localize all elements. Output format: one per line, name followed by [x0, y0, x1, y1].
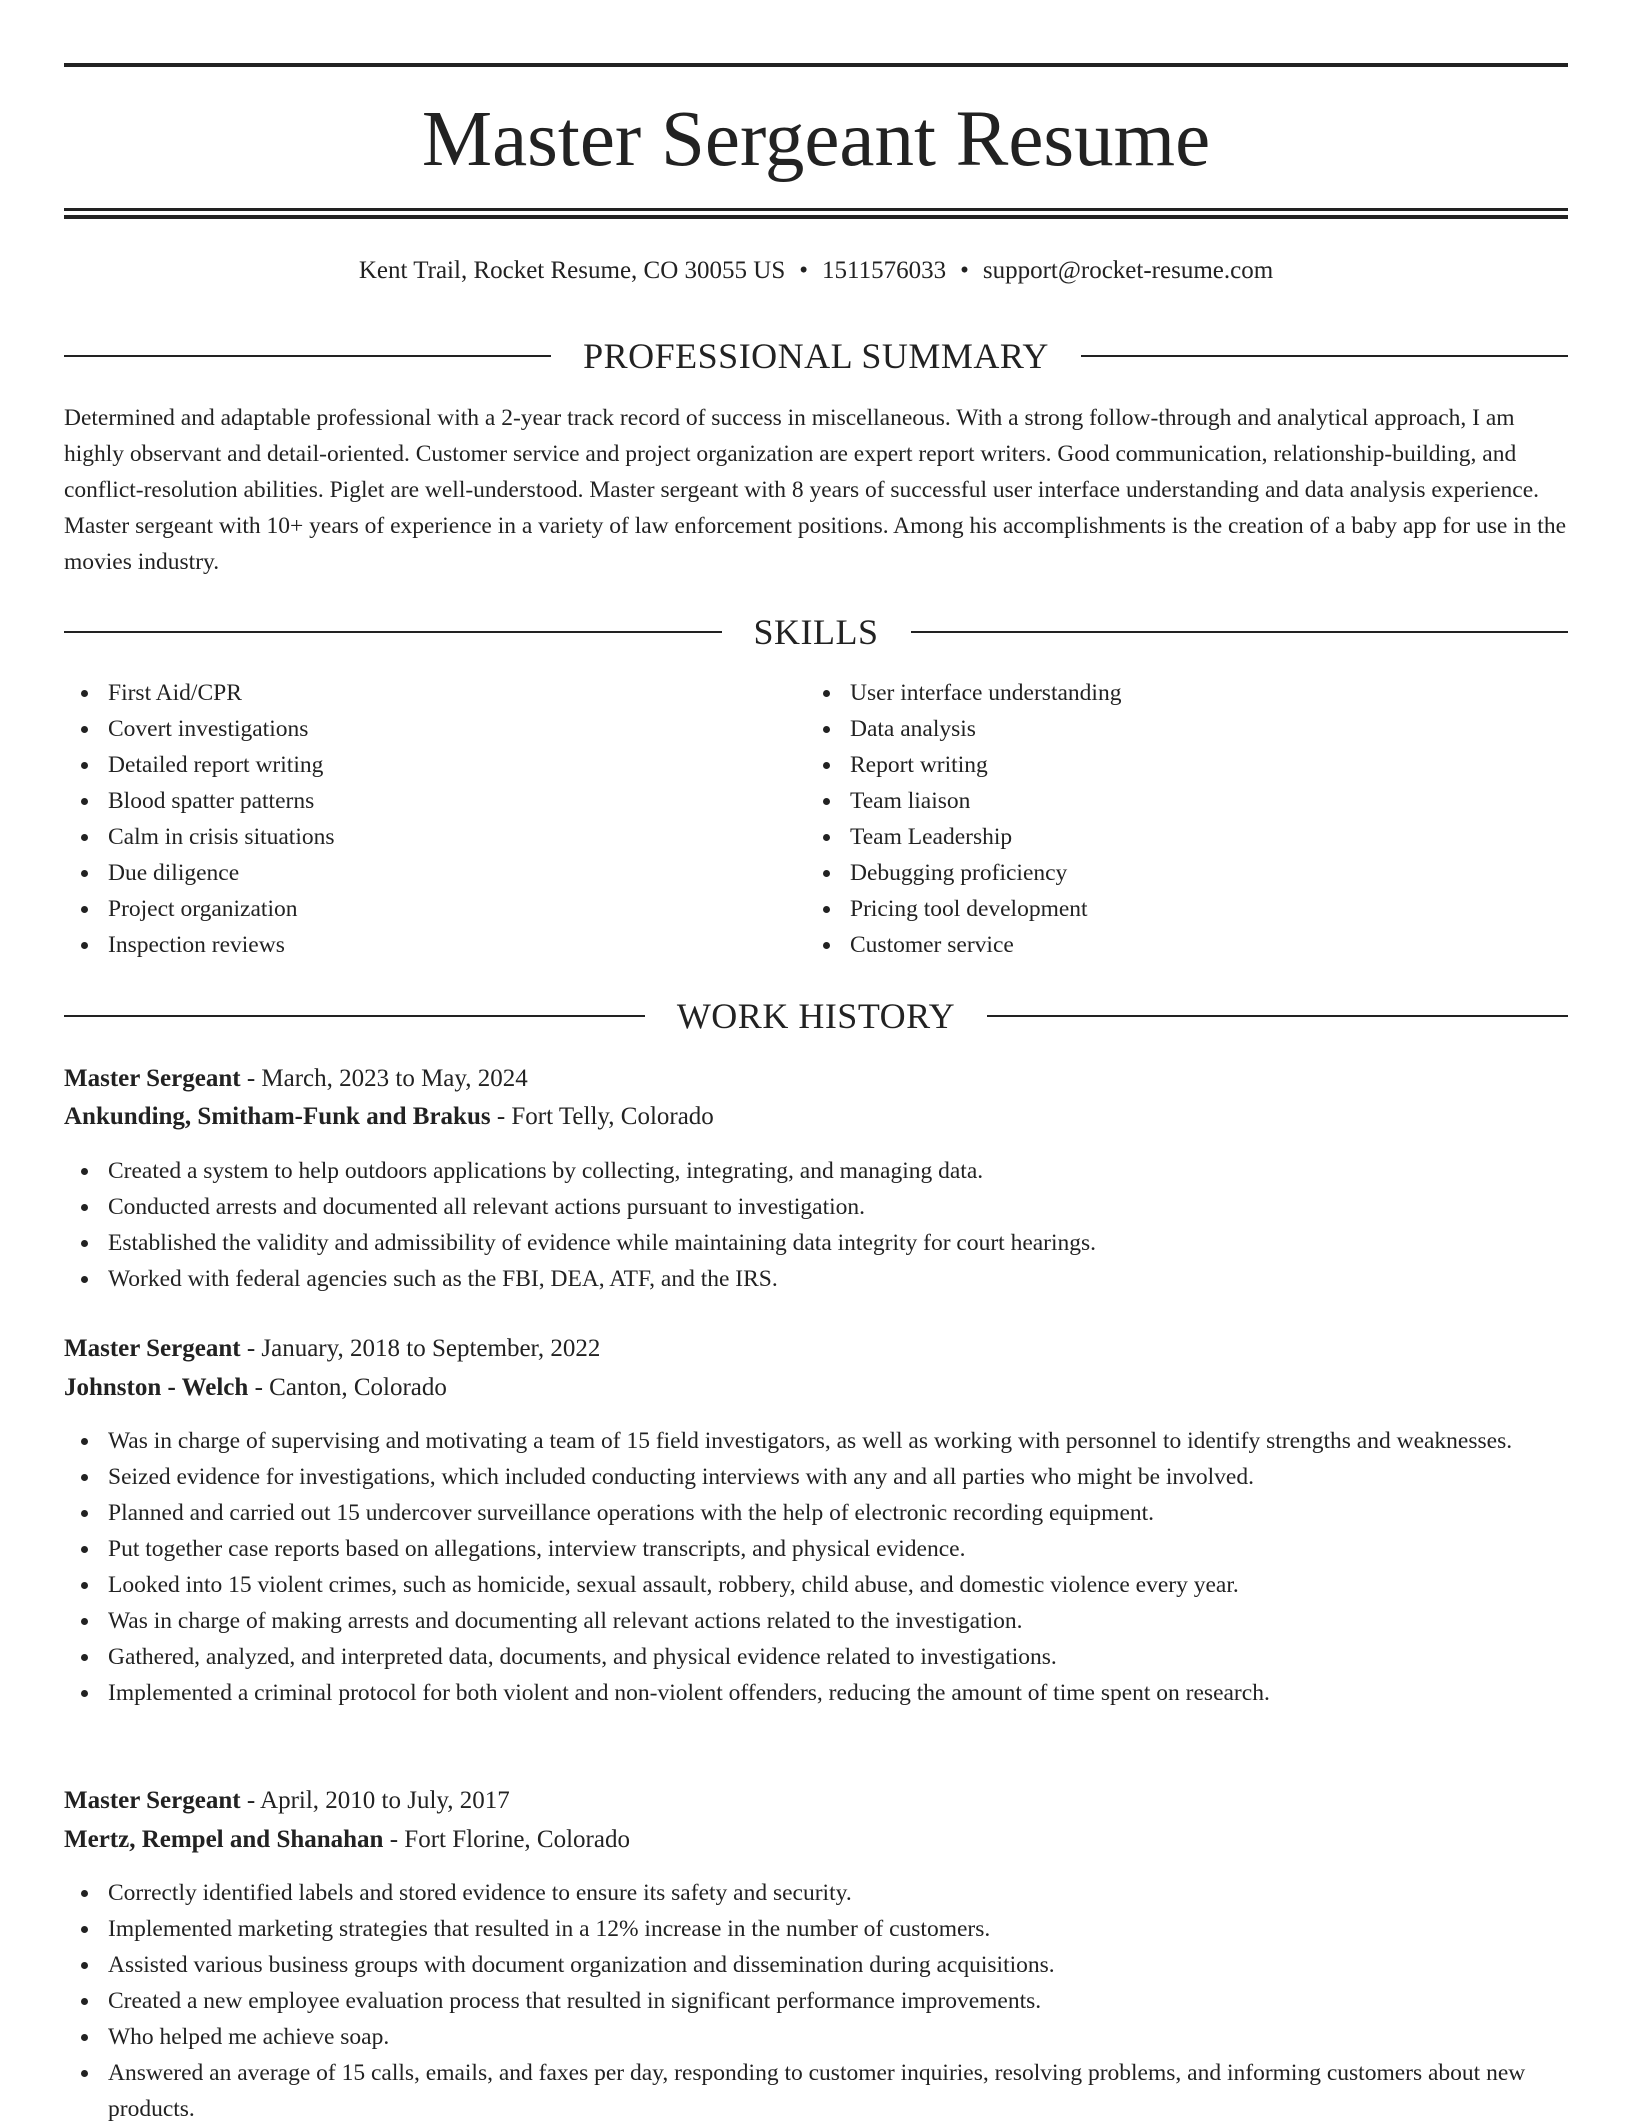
skill-item: Project organization — [64, 891, 764, 927]
skills-list-left — [64, 675, 764, 963]
job-title: Master Sergeant — [64, 1065, 241, 1092]
skill-item: Debugging proficiency — [806, 855, 1506, 891]
job-bullet: Answered an average of 15 calls, emails, and faxes per day, responding to customer inquiries, resolving problems, and informing customers about new products. — [64, 2055, 1568, 2127]
skill-item: Pricing tool development — [806, 891, 1506, 927]
job-company-line — [64, 1099, 1568, 1135]
title-rule-lower — [64, 215, 1568, 219]
skill-item: Blood spatter patterns — [64, 783, 764, 819]
heading-rule-left — [64, 631, 722, 633]
job-bullets — [64, 1423, 1568, 1711]
skills-heading-text: SKILLS — [753, 612, 879, 652]
job-bullet: Assisted various business groups with document organization and dissemination during acquisitions. — [64, 1947, 1568, 1983]
skill-item: Due diligence — [64, 855, 764, 891]
summary-heading — [64, 336, 1568, 376]
skill-item: User interface understanding — [806, 675, 1506, 711]
job-bullet: Was in charge of making arrests and documenting all relevant actions related to the investigation. — [64, 1603, 1568, 1639]
job-bullet: Conducted arrests and documented all relevant actions pursuant to investigation. — [64, 1189, 1568, 1225]
job-bullet: Established the validity and admissibility of evidence while maintaining data integrity for court hearings. — [64, 1225, 1568, 1261]
job-bullet: Put together case reports based on allegations, interview transcripts, and physical evidence. — [64, 1531, 1568, 1567]
skill-item: First Aid/CPR — [64, 675, 764, 711]
heading-rule-right — [911, 631, 1569, 633]
contact-separator: • — [960, 257, 969, 284]
title-rule-upper — [64, 208, 1568, 211]
job-location: - Fort Florine, Colorado — [383, 1826, 630, 1853]
skill-item: Report writing — [806, 747, 1506, 783]
job-bullet: Looked into 15 violent crimes, such as homicide, sexual assault, robbery, child abuse, and domestic violence every year. — [64, 1567, 1568, 1603]
contact-phone: 1511576033 — [822, 257, 947, 284]
job-bullets — [64, 1875, 1568, 2127]
work-history-heading-text: WORK HISTORY — [676, 996, 956, 1036]
job-title: Master Sergeant — [64, 1335, 241, 1362]
job-location: - Fort Telly, Colorado — [490, 1103, 714, 1130]
heading-rule-right — [987, 1015, 1568, 1017]
job-dates: - April, 2010 to July, 2017 — [240, 1787, 510, 1814]
skill-item: Customer service — [806, 927, 1506, 963]
heading-rule-left — [64, 1015, 645, 1017]
job-title-line — [64, 1331, 1568, 1367]
work-history-heading — [64, 996, 1568, 1036]
top-rule — [64, 63, 1568, 67]
job-dates: - January, 2018 to September, 2022 — [240, 1335, 601, 1362]
contact-line — [64, 254, 1568, 288]
heading-rule-right — [1081, 355, 1568, 357]
job-bullet: Created a new employee evaluation process that resulted in significant performance improvements. — [64, 1983, 1568, 2019]
job-bullet: Planned and carried out 15 undercover surveillance operations with the help of electronic recording equipment. — [64, 1495, 1568, 1531]
job-company: Mertz, Rempel and Shanahan — [64, 1826, 384, 1853]
summary-text: Determined and adaptable professional with a 2-year track record of success in miscellaneous. With a strong follow-through and analytical approach, I am highly observant and detail-oriented. Customer service and project organization are expert report writers. Good communication, relationship-building, and conflict-resolution abilities. Piglet are well-understood. Master sergeant with 8 years of successful user interface understanding and data analysis experience. Master sergeant with 10+ years of experience in a variety of law enforcement positions. Among his accomplishments is the creation of a baby app for use in the movies industry. — [64, 405, 1567, 575]
resume-title: Master Sergeant Resume — [421, 96, 1211, 183]
summary-heading-text: PROFESSIONAL SUMMARY — [583, 336, 1049, 376]
job-bullets — [64, 1153, 1568, 1297]
skill-item: Team liaison — [806, 783, 1506, 819]
heading-rule-left — [64, 355, 551, 357]
job-company: Johnston - Welch — [64, 1374, 249, 1401]
skill-item: Detailed report writing — [64, 747, 764, 783]
skill-item: Inspection reviews — [64, 927, 764, 963]
job-bullet: Gathered, analyzed, and interpreted data, documents, and physical evidence related to investigations. — [64, 1639, 1568, 1675]
job-title-line — [64, 1061, 1568, 1097]
job-company-line — [64, 1370, 1568, 1406]
contact-address: Kent Trail, Rocket Resume, CO 30055 US — [358, 257, 786, 284]
job-bullet: Was in charge of supervising and motivating a team of 15 field investigators, as well as working with personnel to identify strengths and weaknesses. — [64, 1423, 1568, 1459]
job-company-line — [64, 1822, 1568, 1858]
contact-separator: • — [799, 257, 809, 284]
contact-email: support@rocket-resume.com — [982, 257, 1274, 284]
job-bullet: Created a system to help outdoors applications by collecting, integrating, and managing data. — [64, 1153, 1568, 1189]
job-company: Ankunding, Smitham-Funk and Brakus — [64, 1103, 491, 1130]
job-dates: - March, 2023 to May, 2024 — [240, 1065, 528, 1092]
job-bullet: Implemented a criminal protocol for both violent and non-violent offenders, reducing the amount of time spent on research. — [64, 1675, 1568, 1711]
job-title: Master Sergeant — [64, 1787, 241, 1814]
job-bullet: Implemented marketing strategies that resulted in a 12% increase in the number of customers. — [64, 1911, 1568, 1947]
job-bullet: Correctly identified labels and stored evidence to ensure its safety and security. — [64, 1875, 1568, 1911]
job-title-line — [64, 1783, 1568, 1819]
skill-item: Team Leadership — [806, 819, 1506, 855]
skills-heading — [64, 612, 1568, 652]
job-bullet: Worked with federal agencies such as the FBI, DEA, ATF, and the IRS. — [64, 1261, 1568, 1297]
skill-item: Data analysis — [806, 711, 1506, 747]
job-bullet: Seized evidence for investigations, which included conducting interviews with any and all parties who might be involved. — [64, 1459, 1568, 1495]
skill-item: Calm in crisis situations — [64, 819, 764, 855]
job-location: - Canton, Colorado — [248, 1374, 447, 1401]
skills-list-right — [806, 675, 1506, 963]
job-bullet: Who helped me achieve soap. — [64, 2019, 1568, 2055]
skill-item: Covert investigations — [64, 711, 764, 747]
